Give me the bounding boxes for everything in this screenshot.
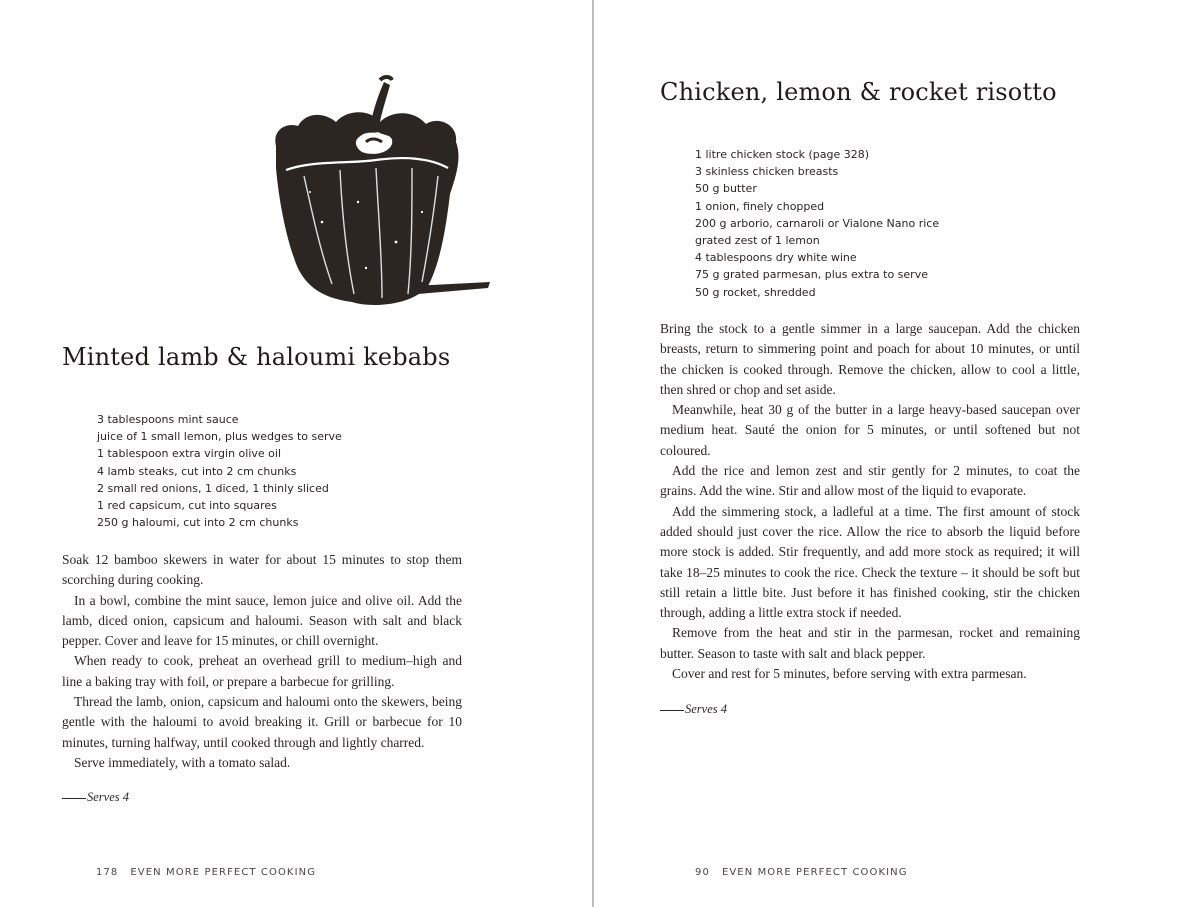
page-number: 90 bbox=[695, 867, 710, 878]
left-page bbox=[0, 0, 592, 907]
ingredient-item: 200 g arborio, carnaroli or Vialone Nano rice bbox=[695, 216, 940, 230]
right-page bbox=[594, 0, 1186, 907]
em-rule bbox=[660, 710, 684, 711]
method-paragraph: Serve immediately, with a tomato salad. bbox=[74, 754, 291, 770]
method-paragraph: In a bowl, combine the mint sauce, lemon juice and olive oil. Add the lamb, diced onion, capsicum and haloumi. Season with salt and black pepper. Cover and leave for 15 minutes, or chill overnight. bbox=[62, 592, 462, 649]
method-paragraph: Thread the lamb, onion, capsicum and haloumi onto the skewers, being gentle with the haloumi to avoid breaking it. Grill or barbecue for 10 minutes, turning halfway, until cooked through and lightly charred. bbox=[62, 694, 462, 750]
page-footer bbox=[695, 867, 908, 878]
recipe-title: Minted lamb & haloumi kebabs bbox=[62, 343, 451, 371]
ingredient-item: 4 tablespoons dry white wine bbox=[695, 251, 857, 265]
ingredient-item: 1 tablespoon extra virgin olive oil bbox=[97, 447, 282, 461]
method-paragraph: Add the simmering stock, a ladleful at a time. The first amount of stock added should just cover the rice. Allow the rice to absorb the liquid before more stock is added. Stir frequently, and add more stock as required; it will take 18–25 minutes to cook the rice. Check the texture – it should be soft but still retain a little bite. Just before it has finished cooking, stir the chicken through, adding a little extra stock if needed. bbox=[660, 503, 1080, 621]
ingredient-item: 250 g haloumi, cut into 2 cm chunks bbox=[97, 516, 299, 530]
method-paragraph: Cover and rest for 5 minutes, before serving with extra parmesan. bbox=[672, 666, 1027, 682]
recipe-title: Chicken, lemon & rocket risotto bbox=[660, 78, 1057, 106]
method-paragraph: Bring the stock to a gentle simmer in a large saucepan. Add the chicken breasts, return to simmering point and poach for about 10 minutes, or until the chicken is cooked through. Remove the chicken, allow to cool a little, then shred or chop and set aside. bbox=[660, 321, 1080, 397]
method-paragraph: Add the rice and lemon zest and stir gently for 2 minutes, to coat the grains. Add the wine. Stir and allow most of the liquid to evaporate. bbox=[660, 463, 1080, 499]
ingredient-item: 4 lamb steaks, cut into 2 cm chunks bbox=[97, 464, 297, 478]
em-rule bbox=[62, 798, 86, 799]
method-paragraph: Meanwhile, heat 30 g of the butter in a large heavy-based saucepan over medium heat. Sauté the onion for 5 minutes, or until softened but not coloured. bbox=[660, 402, 1080, 458]
page-footer bbox=[96, 867, 316, 878]
ingredient-item: 75 g grated parmesan, plus extra to serve bbox=[695, 268, 928, 282]
ingredient-item: 1 litre chicken stock (page 328) bbox=[695, 148, 870, 161]
ingredient-item: 2 small red onions, 1 diced, 1 thinly sliced bbox=[97, 481, 329, 495]
page-number: 178 bbox=[96, 867, 119, 878]
ingredient-list bbox=[695, 146, 939, 301]
serves-text: Serves 4 bbox=[685, 702, 727, 716]
serves-text: Serves 4 bbox=[87, 790, 129, 804]
ingredient-item: 1 red capsicum, cut into squares bbox=[97, 499, 277, 513]
ingredient-list bbox=[97, 411, 342, 531]
ingredient-item: 3 skinless chicken breasts bbox=[695, 165, 839, 179]
ingredient-item: grated zest of 1 lemon bbox=[695, 234, 820, 248]
running-head: EVEN MORE PERFECT COOKING bbox=[721, 867, 908, 878]
method-paragraph: Soak 12 bamboo skewers in water for about 15 minutes to stop them scorching during cooking. bbox=[62, 552, 462, 588]
ingredient-item: 50 g butter bbox=[695, 182, 757, 196]
method-paragraph: Remove from the heat and stir in the parmesan, rocket and remaining butter. Season to taste with salt and black pepper. bbox=[660, 625, 1080, 661]
ingredient-item: 1 onion, finely chopped bbox=[695, 199, 825, 213]
method-text bbox=[660, 319, 1080, 684]
method-text bbox=[62, 550, 462, 773]
capsicum-icon bbox=[262, 72, 494, 308]
serves-note bbox=[660, 702, 727, 717]
ingredient-item: 50 g rocket, shredded bbox=[695, 285, 816, 299]
serves-note bbox=[62, 790, 129, 805]
method-paragraph: When ready to cook, preheat an overhead grill to medium–high and line a baking tray with foil, or prepare a barbecue for grilling. bbox=[62, 653, 462, 689]
ingredient-item: 3 tablespoons mint sauce bbox=[97, 413, 239, 426]
ingredient-item: juice of 1 small lemon, plus wedges to serve bbox=[97, 430, 342, 444]
running-head: EVEN MORE PERFECT COOKING bbox=[130, 867, 317, 878]
